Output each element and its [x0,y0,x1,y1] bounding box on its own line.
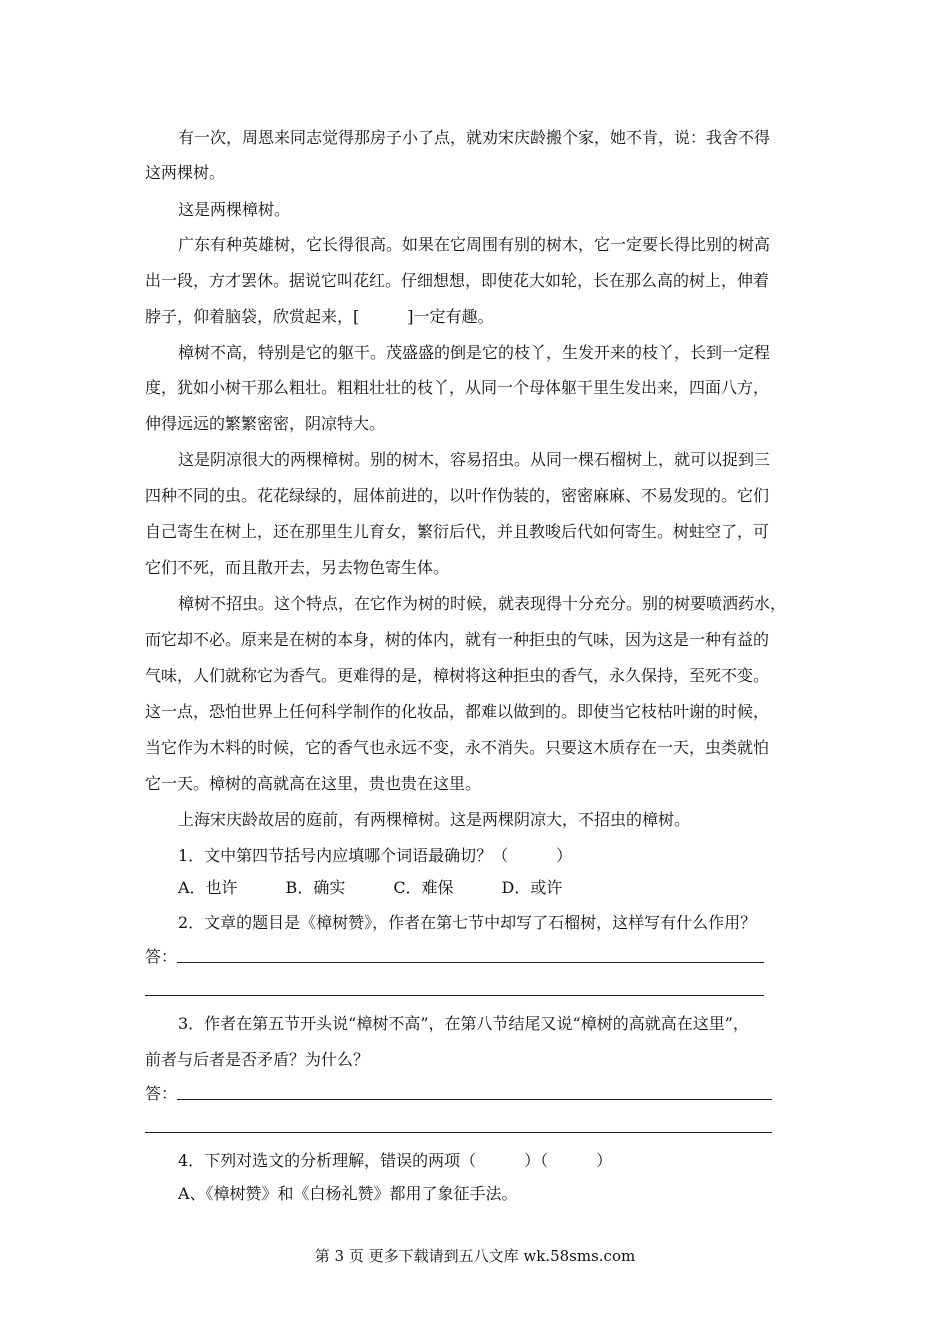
answer-line[interactable] [177,962,764,963]
question-1: 1．文中第四节括号内应填哪个词语最确切？（ ） [178,846,573,865]
passage-line: 伸得远远的繁繁密密，阴凉特大。 [145,414,386,433]
question-3: 3．作者在第五节开头说“樟树不高”，在第八节结尾又说“樟树的高就高在这里”， [178,1014,749,1033]
answer-line[interactable] [145,995,764,996]
passage-line: 有一次，周恩来同志觉得那房子小了点，就劝宋庆龄搬个家，她不肯，说：我舍不得 [178,128,771,147]
passage-line: 当它作为木料的时候，它的香气也永远不变，永不消失。只要这木质存在一天，虫类就怕 [145,738,770,757]
passage-line: 度，犹如小树干那么粗壮。粗粗壮壮的枝丫，从同一个母体躯干里生发出来，四面八方， [145,378,770,397]
passage-line: 它们不死，而且散开去，另去物色寄生体。 [145,558,450,577]
passage-line: 上海宋庆龄故居的庭前，有两棵樟树。这是两棵阴凉大，不招虫的樟树。 [178,810,691,829]
question-2: 2．文章的题目是《樟树赞》，作者在第七节中却写了石榴树，这样写有什么作用？ [178,913,757,932]
page-footer: 第 3 页 更多下载请到五八文库 wk.58sms.com [314,1247,636,1265]
passage-line: 它一天。樟树的高就高在这里，贵也贵在这里。 [145,774,482,793]
answer-line[interactable] [145,1132,772,1133]
passage-line: 脖子，仰着脑袋，欣赏起来，[ ]一定有趣。 [145,307,494,326]
answer-label: 答： [145,1084,178,1103]
answer-line[interactable] [177,1099,772,1100]
passage-line: 而它却不必。原来是在树的本身，树的体内，就有一种拒虫的气味，因为这是一种有益的 [145,630,770,649]
answer-label: 答： [145,947,178,966]
passage-line: 这一点，恐怕世界上任何科学制作的化妆品，都难以做到的。即使当它枝枯叶谢的时候， [145,702,770,721]
passage-line: 这是两棵樟树。 [178,200,291,219]
question-3-continued: 前者与后者是否矛盾？为什么？ [145,1050,370,1069]
question-4-option-a: A、《樟树赞》和《白杨礼赞》都用了象征手法。 [178,1184,518,1203]
question-4: 4．下列对选文的分析理解，错误的两项（ ）（ ） [178,1151,613,1170]
passage-line: 出一段，方才罢休。据说它叫花红。仔细想想，即使花大如轮，长在那么高的树上，伸着 [145,271,770,290]
passage-line: 樟树不高，特别是它的躯干。茂盛盛的倒是它的枝丫，生发开来的枝丫，长到一定程 [178,343,771,362]
passage-line: 气味，人们就称它为香气。更难得的是，樟树将这种拒虫的香气，永久保持，至死不变。 [145,666,770,685]
passage-line: 这两棵树。 [145,163,226,182]
passage-line: 广东有种英雄树，它长得很高。如果在它周围有别的树木，它一定要长得比别的树高 [178,235,771,254]
passage-line: 自己寄生在树上，还在那里生儿育女，繁衍后代，并且教唆后代如何寄生。树蛀空了，可 [145,522,770,541]
passage-line: 樟树不招虫。这个特点，在它作为树的时候，就表现得十分充分。别的树要喷洒药水， [178,594,787,613]
question-1-options: A．也许 B．确实 C．难保 D．或许 [178,878,563,897]
passage-line: 这是阴凉很大的两棵樟树。别的树木，容易招虫。从同一棵石榴树上，就可以捉到三 [178,450,771,469]
passage-line: 四种不同的虫。花花绿绿的，屈体前进的，以叶作伪装的，密密麻麻、不易发现的。它们 [145,486,770,505]
